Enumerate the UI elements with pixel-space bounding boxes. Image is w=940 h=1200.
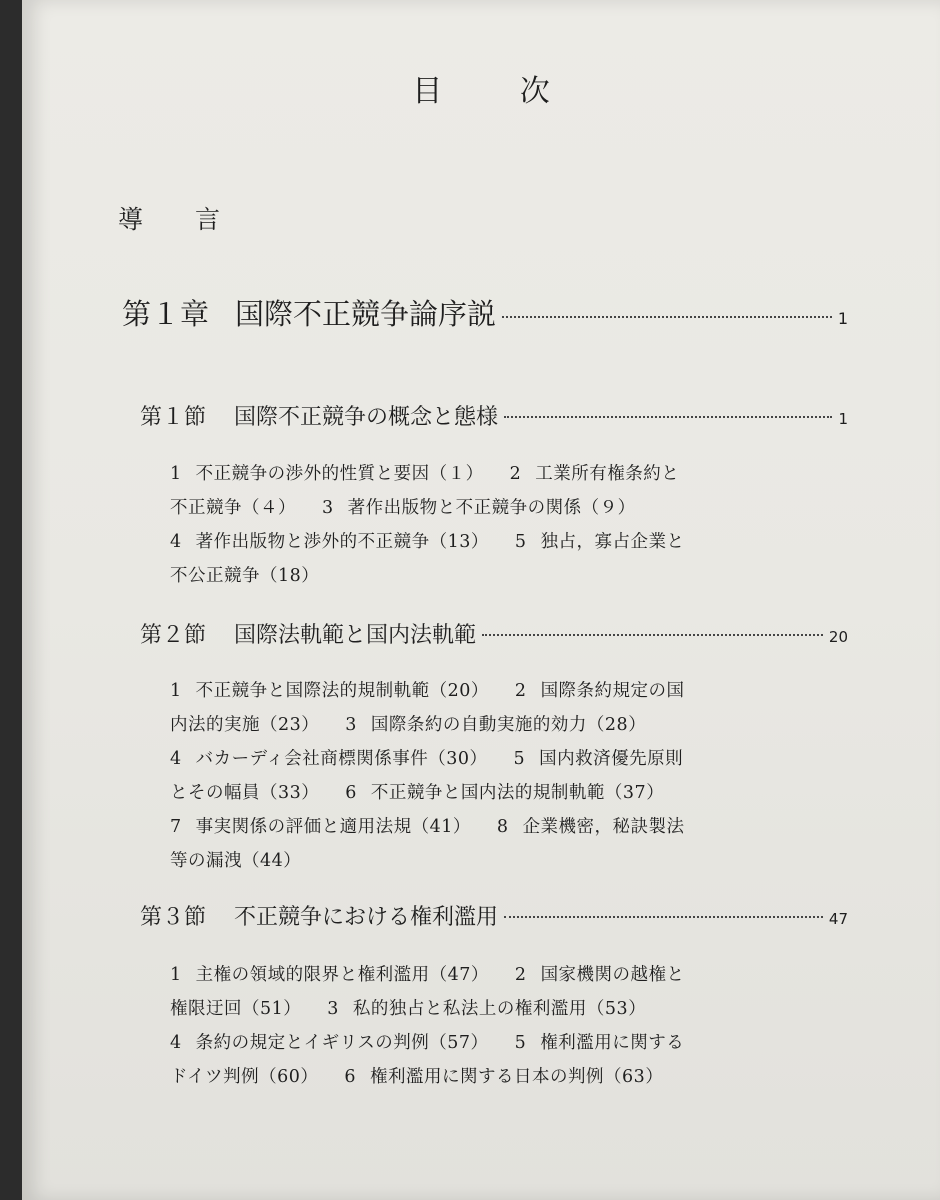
subitem-text: 私的独占と私法上の権利濫用（53） [352, 999, 647, 1019]
subitem [170, 749, 488, 769]
subitem-text: 不正競争と国内法的規制軌範（37） [370, 783, 665, 803]
subitem-text: 国内救済優先原則 [539, 749, 684, 769]
subitem-number: 2 [514, 965, 527, 985]
subitem-number: 6 [345, 783, 357, 803]
subitem [170, 566, 319, 586]
section-number: 第２節 [140, 623, 207, 648]
section-3-subitems [170, 958, 810, 1094]
subitem-number: 3 [327, 999, 339, 1019]
subitem-line [170, 1026, 810, 1060]
subitem [170, 965, 489, 985]
page-title: 目 次 [412, 74, 584, 109]
subitem [510, 464, 680, 484]
subitem [344, 1067, 663, 1087]
subitem-text: 不正競争の渉外的性質と要因（１） [195, 464, 484, 484]
subitem [327, 999, 646, 1019]
subitem-number: 4 [170, 532, 182, 552]
subitem-text: 企業機密，秘訣製法 [522, 817, 685, 837]
section-number: 第１節 [140, 405, 207, 430]
subitem-number: 1 [170, 681, 182, 701]
section-title: 国際法軌範と国内法軌範 [234, 623, 477, 648]
section-title: 不正競争における権利濫用 [234, 905, 499, 930]
subitem-number: 5 [513, 749, 526, 769]
subitem-number: 3 [322, 498, 334, 518]
subitem-number: 8 [496, 817, 509, 837]
subitem-number: 5 [514, 1033, 527, 1053]
subitem-line [170, 844, 810, 878]
section-page-number: 20 [828, 628, 848, 646]
subitem-text: 不正競争と国際法的規制軌範（20） [195, 681, 489, 701]
subitem-number: 5 [514, 532, 527, 552]
subitem-text: バカーディ会社商標関係事件（30） [195, 749, 488, 769]
subitem-text: 事実関係の評価と適用法規（41） [195, 817, 471, 837]
subitem-line [170, 525, 810, 559]
subitem-number: 7 [170, 817, 182, 837]
subitem [170, 681, 489, 701]
subitem-text: 国際条約の自動実施的効力（28） [370, 715, 647, 735]
subitem [345, 783, 664, 803]
subitem [170, 1067, 318, 1087]
section-number: 第３節 [140, 905, 207, 930]
subitem-line [170, 674, 810, 708]
subitem-text: 権利濫用に関する日本の判例（63） [370, 1067, 664, 1087]
subitem-number: 4 [170, 749, 182, 769]
section-page-number: 47 [828, 910, 848, 928]
subitem [170, 851, 301, 871]
section-page-number: 1 [838, 410, 848, 428]
book-page [22, 0, 940, 1200]
subitem-line [170, 491, 810, 525]
intro-heading: 導 言 [118, 205, 242, 234]
chapter-title: 国際不正競争論序説 [235, 297, 497, 331]
subitem-text: 主権の領域的限界と権利濫用（47） [195, 965, 489, 985]
chapter-number: 第１章 [122, 297, 210, 331]
section-1-subitems [170, 457, 810, 593]
subitem-line [170, 776, 810, 810]
section-2-entry [140, 618, 848, 649]
chapter-1-entry [122, 292, 848, 333]
subitem-text: 不公正競争（18） [170, 566, 320, 586]
subitem-number: 3 [345, 715, 357, 735]
subitem-text: 権利濫用に関する [540, 1033, 685, 1053]
subitem-number: 1 [170, 464, 182, 484]
subitem-line [170, 742, 810, 776]
dot-leader [502, 316, 832, 318]
subitem [170, 817, 471, 837]
subitem [514, 749, 684, 769]
section-2-subitems [170, 674, 810, 878]
chapter-page-number: 1 [837, 309, 848, 328]
subitem [515, 1033, 685, 1053]
subitem-number: 2 [514, 681, 527, 701]
subitem-line [170, 559, 810, 593]
subitem-number: 6 [344, 1067, 357, 1087]
subitem-line [170, 810, 810, 844]
subitem [170, 1033, 489, 1053]
dot-leader [504, 416, 832, 418]
subitem [515, 965, 685, 985]
subitem-number: 2 [509, 464, 522, 484]
subitem-line [170, 958, 810, 992]
section-3-entry [140, 900, 848, 931]
section-title: 国際不正競争の概念と態様 [234, 405, 499, 430]
subitem [322, 498, 636, 518]
subitem-text: 内法的実施（23） [170, 715, 320, 735]
subitem [170, 715, 319, 735]
subitem-text: 国際条約規定の国 [540, 681, 685, 701]
dot-leader [504, 916, 823, 918]
subitem-text: ドイツ判例（60） [170, 1067, 319, 1087]
subitem [170, 498, 296, 518]
subitem-text: 独占，寡占企業と [540, 532, 685, 552]
subitem-text: 権限迂回（51） [170, 999, 302, 1019]
subitem-line [170, 708, 810, 742]
subitem-text: 不正競争（４） [170, 498, 296, 518]
subitem-text: 等の漏洩（44） [170, 851, 302, 871]
subitem [497, 817, 685, 837]
subitem [515, 532, 685, 552]
subitem [345, 715, 646, 735]
subitem-number: 4 [170, 1033, 182, 1053]
subitem [170, 532, 489, 552]
subitem-text: 工業所有権条約と [535, 464, 680, 484]
section-1-entry [140, 400, 848, 431]
subitem-line [170, 457, 810, 491]
subitem-text: 国家機関の越権と [540, 965, 685, 985]
subitem-text: 条約の規定とイギリスの判例（57） [195, 1033, 489, 1053]
subitem-line [170, 1060, 810, 1094]
subitem-text: 著作出版物と渉外的不正競争（13） [195, 532, 489, 552]
subitem-text: とその幅員（33） [170, 783, 320, 803]
subitem [170, 464, 484, 484]
subitem [170, 999, 301, 1019]
subitem [170, 783, 319, 803]
subitem-text: 著作出版物と不正競争の関係（９） [347, 498, 636, 518]
subitem-number: 1 [170, 965, 182, 985]
dot-leader [482, 634, 823, 636]
subitem [515, 681, 685, 701]
subitem-line [170, 992, 810, 1026]
